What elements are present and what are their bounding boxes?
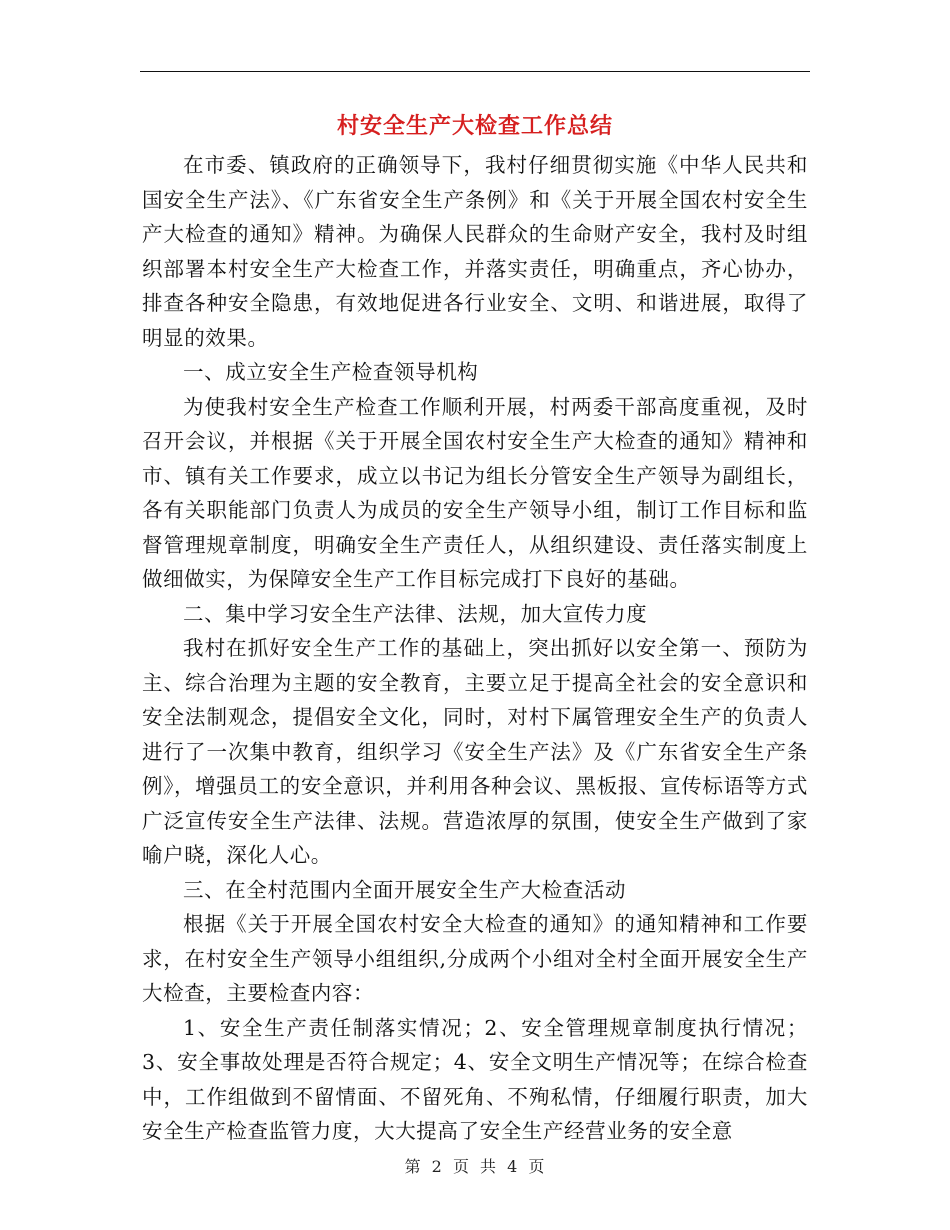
- page-footer: 第 2 页 共 4 页: [404, 1157, 546, 1176]
- section-heading-3: 三、在全村范围内全面开展安全生产大检查活动: [183, 877, 627, 902]
- intro-paragraph: 在市委、镇政府的正确领导下，我村仔细贯彻实施《中华人民共和国安全生产法》、《广东省安全生产条例》和《关于开展全国农村安全生产大检查的通知》精神。为确保人民群众的生命财产安全，我村及时组织部署本村安全生产大检查工作，并落实责任，明确重点，齐心协办，排查各种安全隐患，有效地促进各行业安全、文明、和谐进展，取得了明显的效果。: [142, 153, 808, 350]
- document-body: [142, 148, 808, 1149]
- section-heading-1: 一、成立安全生产检查领导机构: [183, 360, 479, 384]
- inspection-items-paragraph: 1、安全生产责任制落实情况；2、安全管理规章制度执行情况；3、安全事故处理是否符合规定；4、安全文明生产情况等；在综合检查中，工作组做到不留情面、不留死角、不殉私情，仔细履行职责，加大安全生产检查监管力度，大大提高了安全生产经营业务的安全意: [142, 1015, 808, 1143]
- section-2-paragraph: 我村在抓好安全生产工作的基础上，突出抓好以安全第一、预防为主、综合治理为主题的安全教育，主要立足于提高全社会的安全意识和安全法制观念，提倡安全文化，同时，对村下属管理安全生产的负责人进行了一次集中教育，组织学习《安全生产法》及《广东省安全生产条例》，增强员工的安全意识，并利用各种会议、黑板报、宣传标语等方式广泛宣传安全生产法律、法规。营造浓厚的氛围，使安全生产做到了家喻户晓，深化人心。: [142, 636, 808, 867]
- section-heading-2: 二、集中学习安全生产法律、法规，加大宣传力度: [183, 601, 648, 626]
- section-1-paragraph: 为使我村安全生产检查工作顺利开展，村两委干部高度重视，及时召开会议，并根据《关于开展全国农村安全生产大检查的通知》精神和市、镇有关工作要求，成立以书记为组长分管安全生产领导为副组长，各有关职能部门负责人为成员的安全生产领导小组，制订工作目标和监督管理规章制度，明确安全生产责任人，从组织建设、责任落实制度上做细做实，为保障安全生产工作目标完成打下良好的基础。: [142, 394, 808, 591]
- header-rule: [140, 71, 810, 72]
- section-3-paragraph: 根据《关于开展全国农村安全大检查的通知》的通知精神和工作要求，在村安全生产领导小组组织,分成两个小组对全村全面开展安全生产大检查，主要检查内容：: [142, 912, 808, 1005]
- document-title: 村安全生产大检查工作总结: [336, 113, 613, 139]
